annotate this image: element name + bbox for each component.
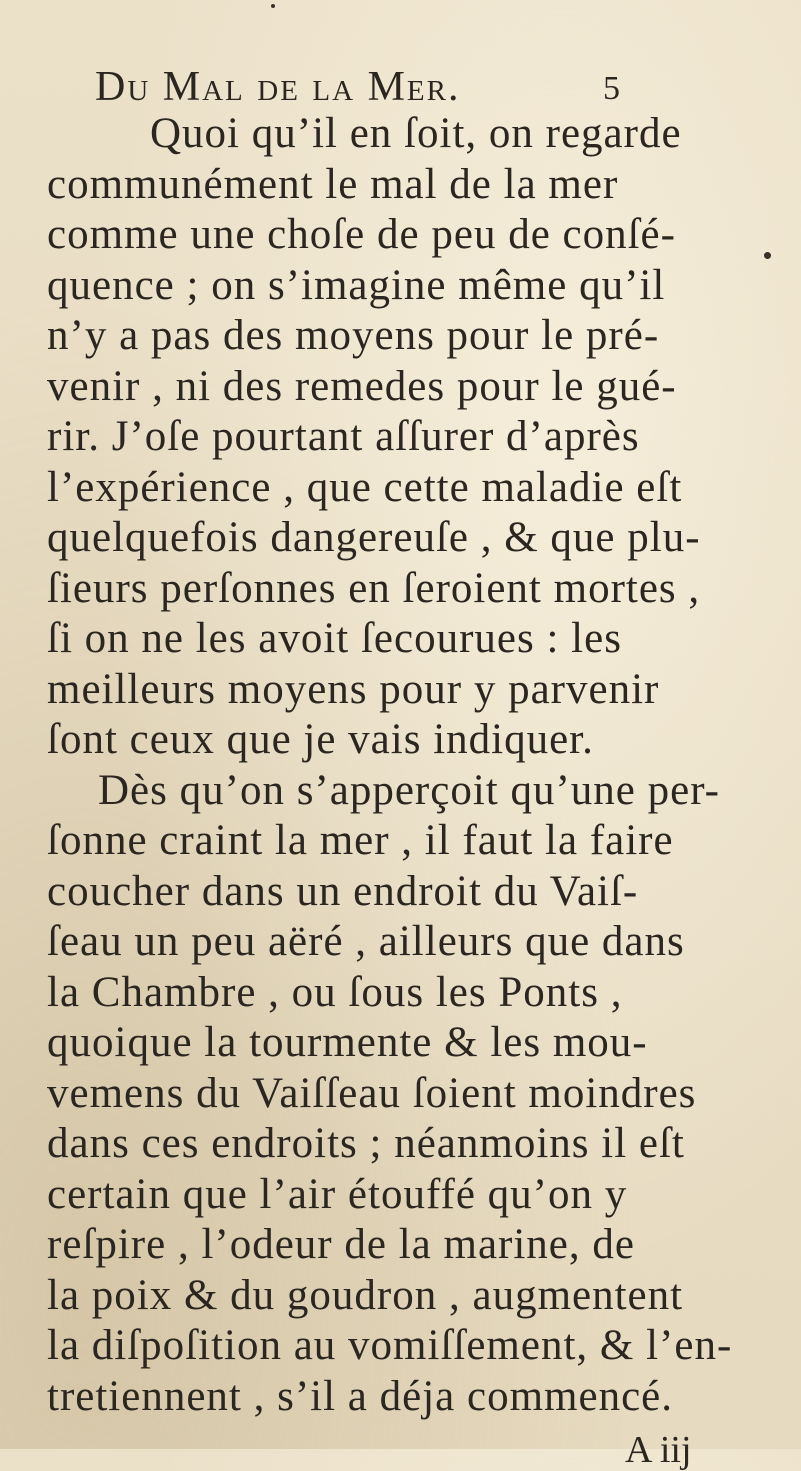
text-line: ſonne craint la mer , il faut la faire	[47, 817, 674, 864]
text-line: n’y a pas des moyens pour le pré-	[47, 312, 660, 359]
text-line: Dès qu’on s’apperçoit qu’une per-	[98, 766, 720, 814]
text-line: quoique la tourmente & les mou-	[47, 1019, 648, 1066]
text-line: coucher dans un endroit du Vaiſ-	[47, 867, 639, 915]
ink-speck	[764, 252, 771, 259]
text-line: venir , ni des remedes pour le gué-	[47, 362, 677, 410]
text-line: ſont ceux que je vais indiquer.	[47, 716, 594, 763]
text-line: meilleurs moyens pour y parvenir	[47, 665, 660, 713]
text-line: dans ces endroits ; néanmoins il eſt	[47, 1120, 685, 1167]
page-number: 5	[603, 70, 620, 107]
text-line: reſpire , l’odeur de la marine, de	[47, 1221, 635, 1268]
text-line: communément le mal de la mer	[47, 160, 619, 208]
text-line: tretiennent , s’il a déja commencé.	[47, 1372, 673, 1420]
text-line: comme une choſe de peu de conſé-	[47, 211, 676, 258]
text-line: l’expérience , que cette maladie eſt	[47, 463, 683, 511]
text-line: la poix & du goudron , augmentent	[47, 1271, 684, 1319]
text-line: ſi on ne les avoit ſecourues : les	[47, 615, 622, 662]
text-line: quence ; on s’imagine même qu’il	[47, 261, 666, 309]
ink-speck	[271, 4, 275, 8]
text-line: quelquefois dangereuſe , & que plu-	[47, 514, 701, 561]
text-line: ſieurs perſonnes en ſeroient mortes ,	[47, 564, 701, 612]
text-line: la diſpoſition au vomiſſement, & l’en-	[47, 1322, 733, 1369]
text-line: la Chambre , ou ſous les Ponts ,	[47, 968, 623, 1016]
signature-mark: A iij	[625, 1429, 692, 1471]
text-line: Quoi qu’il en ſoit, on regarde	[150, 110, 682, 157]
text-line: vemens du Vaiſſeau ſoient moindres	[47, 1069, 697, 1117]
text-line: ſeau un peu aëré , ailleurs que dans	[47, 918, 685, 965]
text-line: rir. J’oſe pourtant aſſurer d’après	[47, 413, 640, 460]
running-head: Du Mal de la Mer.	[95, 64, 461, 110]
text-line: certain que l’air étouffé qu’on y	[47, 1170, 628, 1218]
